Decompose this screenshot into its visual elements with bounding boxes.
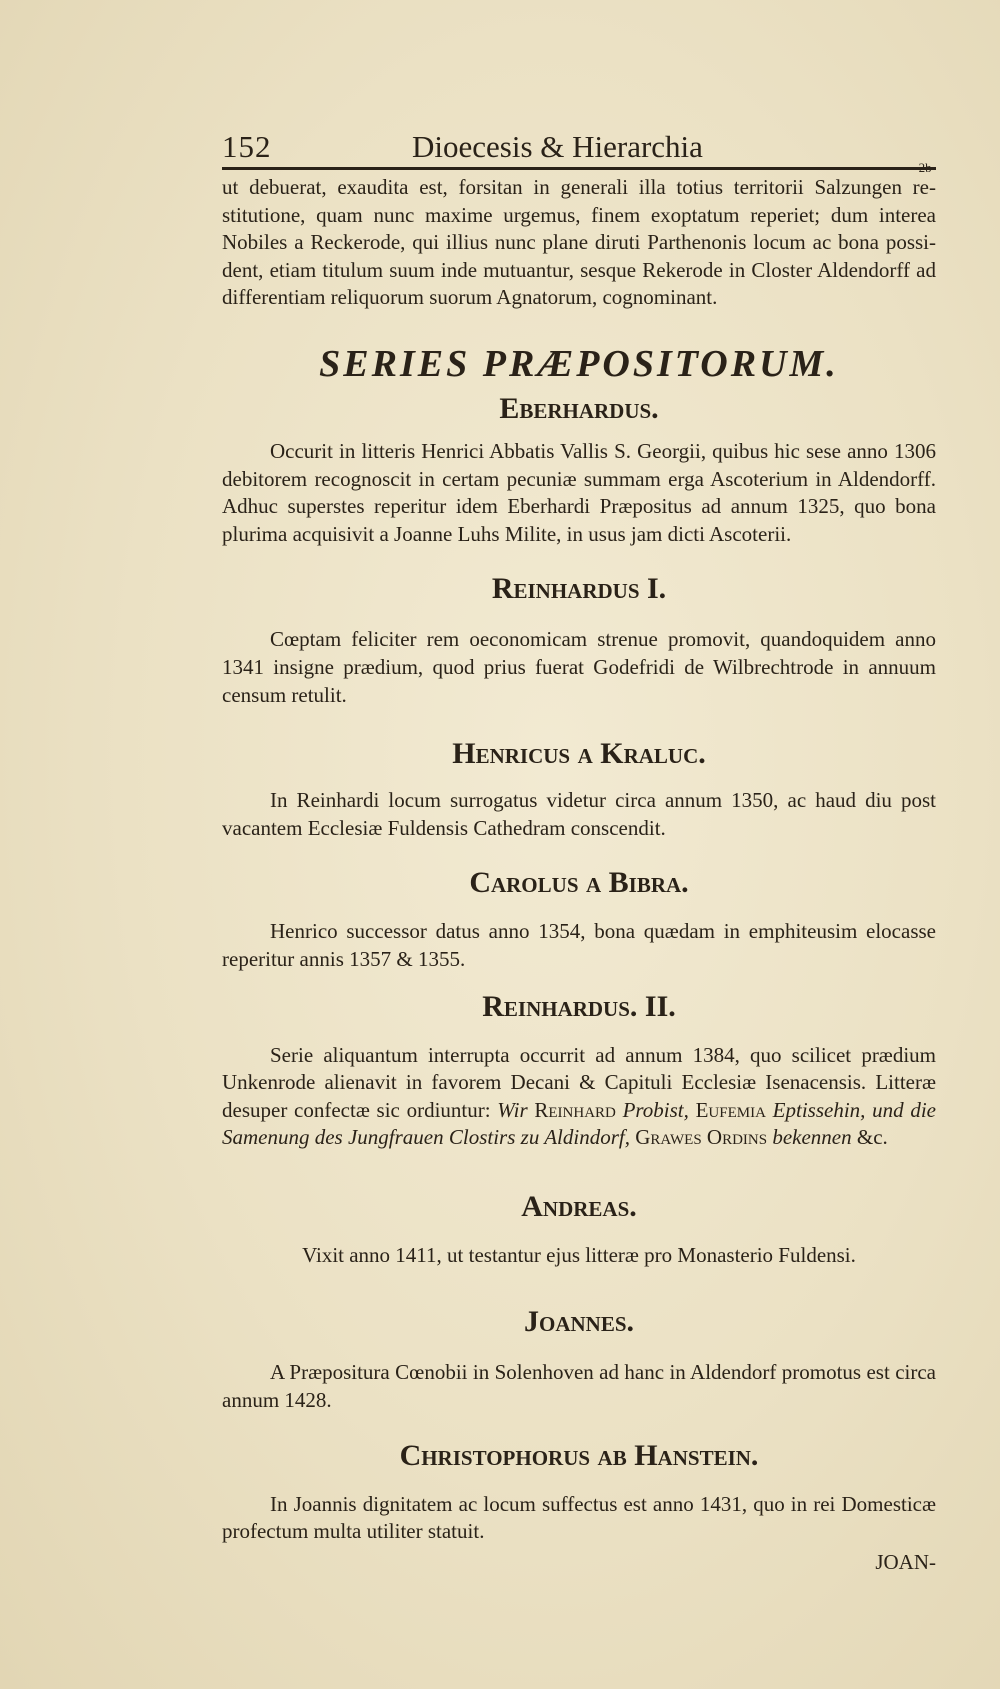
entry-heading-andreas: Andreas. — [521, 1189, 637, 1223]
page-number: 152 — [222, 129, 272, 164]
entry-heading-eberhardus: Eberhardus. — [499, 391, 659, 425]
quote-eufemia: Eufemia — [695, 1097, 766, 1122]
entry-heading-christophorus: Christophorus ab Hanstein. — [399, 1438, 759, 1472]
page-content — [222, 130, 936, 1575]
intro-line: ad differentiam reliquorum suorum Agnatorum, cognominant. — [222, 257, 936, 310]
quote-etc: &c. — [856, 1125, 888, 1150]
entry-heading-carolus: Carolus a Bibra. — [469, 866, 689, 900]
entry-text-reinhardus-2 — [222, 1042, 936, 1152]
entry-text-andreas: Vixit anno 1411, ut testantur ejus litteræ pro Monasterio Fuldensi. — [302, 1242, 856, 1267]
entry-text-joannes: A Præpositura Cœnobii in Solenhoven ad hanc in Aldendorf promotus est circa annum 1428. — [222, 1360, 936, 1413]
entry-heading-joannes: Joannes. — [523, 1305, 635, 1339]
entry-text-eberhardus: Occurit in litteris Henrici Abbatis Vallis S. Georgii, quibus hic sese anno 1306 debitorem recognoscit in certam pecuniæ summam erga Ascoterium in Aldendorff. Adhuc superstes reperitur idem Eberhardi Præpositus ad annum 1325, quo bona plurima acquisivit a Joanne Luhs Milite, in usus jam dicti Ascoterii. — [222, 438, 936, 546]
quote-reinhard: Reinhard — [534, 1097, 616, 1122]
intro-line: Nobiles a Reckerode, qui illius nunc plane diruti Parthenonis locum ac bona possi- — [222, 230, 936, 255]
entry-text-christophorus: In Joannis dignitatem ac locum suffectus est anno 1431, quo in rei Domesticæ profectum multa utiliter statuit. — [222, 1491, 936, 1544]
entry-text-reinhardus-1: Cœptam feliciter rem oeconomicam strenue promovit, quandoquidem anno 1341 insigne prædium, quod prius fuerat Godefridi de Wilbrechtrode in annuum censum retulit. — [222, 627, 936, 707]
entry-heading-henricus: Henricus a Kraluc. — [452, 737, 706, 771]
intro-paragraph — [222, 174, 936, 312]
entry-text-part: Serie aliquantum interrupta occurrit ad annum 1384, quo scilicet prædium Unkenrode alienavit in favorem Decani & Capituli Ecclesiæ Isenacensis. Litteræ desuper confectæ sic ordiuntur: — [222, 1042, 936, 1122]
intro-line: dent, etiam titulum suum inde mutuantur, sesque Rekerode in Closter Aldendorff — [222, 257, 917, 282]
entry-text-carolus: Henrico successor datus anno 1354, bona quædam in emphiteusim elocasse reperitur annis 1357 & 1355. — [222, 919, 936, 971]
quote-grawes-ordins: Grawes Ordins — [635, 1125, 768, 1150]
series-title: SERIES PRÆPOSITORUM. — [319, 342, 839, 385]
header-rule — [222, 160, 936, 175]
quote-bekennen: bekennen — [772, 1125, 852, 1150]
rule-ornament: -2b- — [914, 160, 936, 175]
quote-eptissehin: Eptissehin, und die Samenung des Jungfrauen Clostirs zu Aldindorf, — [222, 1097, 937, 1150]
intro-line: ut debuerat, exaudita est, forsitan in generali illa totius territorii Salzungen re- — [222, 175, 936, 199]
intro-line: stitutione, quam nunc maxime urgemus, finem exoptatum reperiet; dum interea — [222, 202, 936, 227]
quote-wir: Wir — [497, 1097, 528, 1122]
catchword: JOAN- — [875, 1549, 936, 1574]
entry-text-henricus: In Reinhardi locum surrogatus videtur circa annum 1350, ac haud diu post vacantem Ecclesiæ Fuldensis Cathedram conscendit. — [222, 788, 936, 840]
running-head — [222, 130, 936, 164]
quote-probist: Probist, — [622, 1097, 689, 1122]
entry-heading-reinhardus-2: Reinhardus. II. — [482, 989, 676, 1023]
running-head-title: Dioecesis & Hierarchia — [412, 129, 703, 164]
entry-heading-reinhardus-1: Reinhardus I. — [491, 572, 667, 606]
